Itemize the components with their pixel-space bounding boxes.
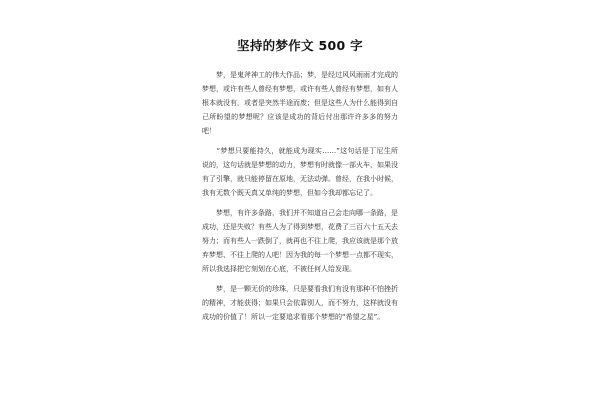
document-title: 坚持的梦作文 500 字 xyxy=(237,38,363,53)
paragraph-1: 梦，是鬼斧神工的伟大作品；梦，是经过风风雨雨才完成的梦想，或许有些人曾经有梦想，或许有些人曾经有梦想，如有人根本就没有，或者是突然半途而废；但是这些人为什么能得到自己所盼望的梦想呢？应该是成功的背后付出那许许多多的努力吧！ xyxy=(202,71,398,135)
paragraph-3: 梦想，有许多条路，我们并不知道自己会走向哪一条路，是成功，还是失败？有些人为了得到梦想，花费了三百六十五天去努力；而有些人一跌倒了，就再也不往上爬，我应该就是那个放弃梦想、不往上爬的人吧！因为我的每一个梦想一点都不现实，所以我选择把它刻划在心底，不被任何人给发现。 xyxy=(202,209,398,273)
paragraph-4: 梦，是一颗无价的珍珠，只是要看我们有没有那种不怕挫折的精神，才能获得；如果只会依靠别人，而不努力，这样就没有成功的价值了！所以一定要追求看那个梦想的“希望之星”。 xyxy=(202,285,398,321)
document-body xyxy=(202,68,398,330)
paragraph-2: “梦想只要能持久，就能成为现实……”这句话是丁尼生所说的，这句话就是梦想的动力，梦想有时就像一部火车，如果没有了引擎，就只能停留在原地，无法动弹。曾经，在我小时候，我有无数个既天真又单纯的梦想，但如今我却都忘记了。 xyxy=(202,147,398,197)
